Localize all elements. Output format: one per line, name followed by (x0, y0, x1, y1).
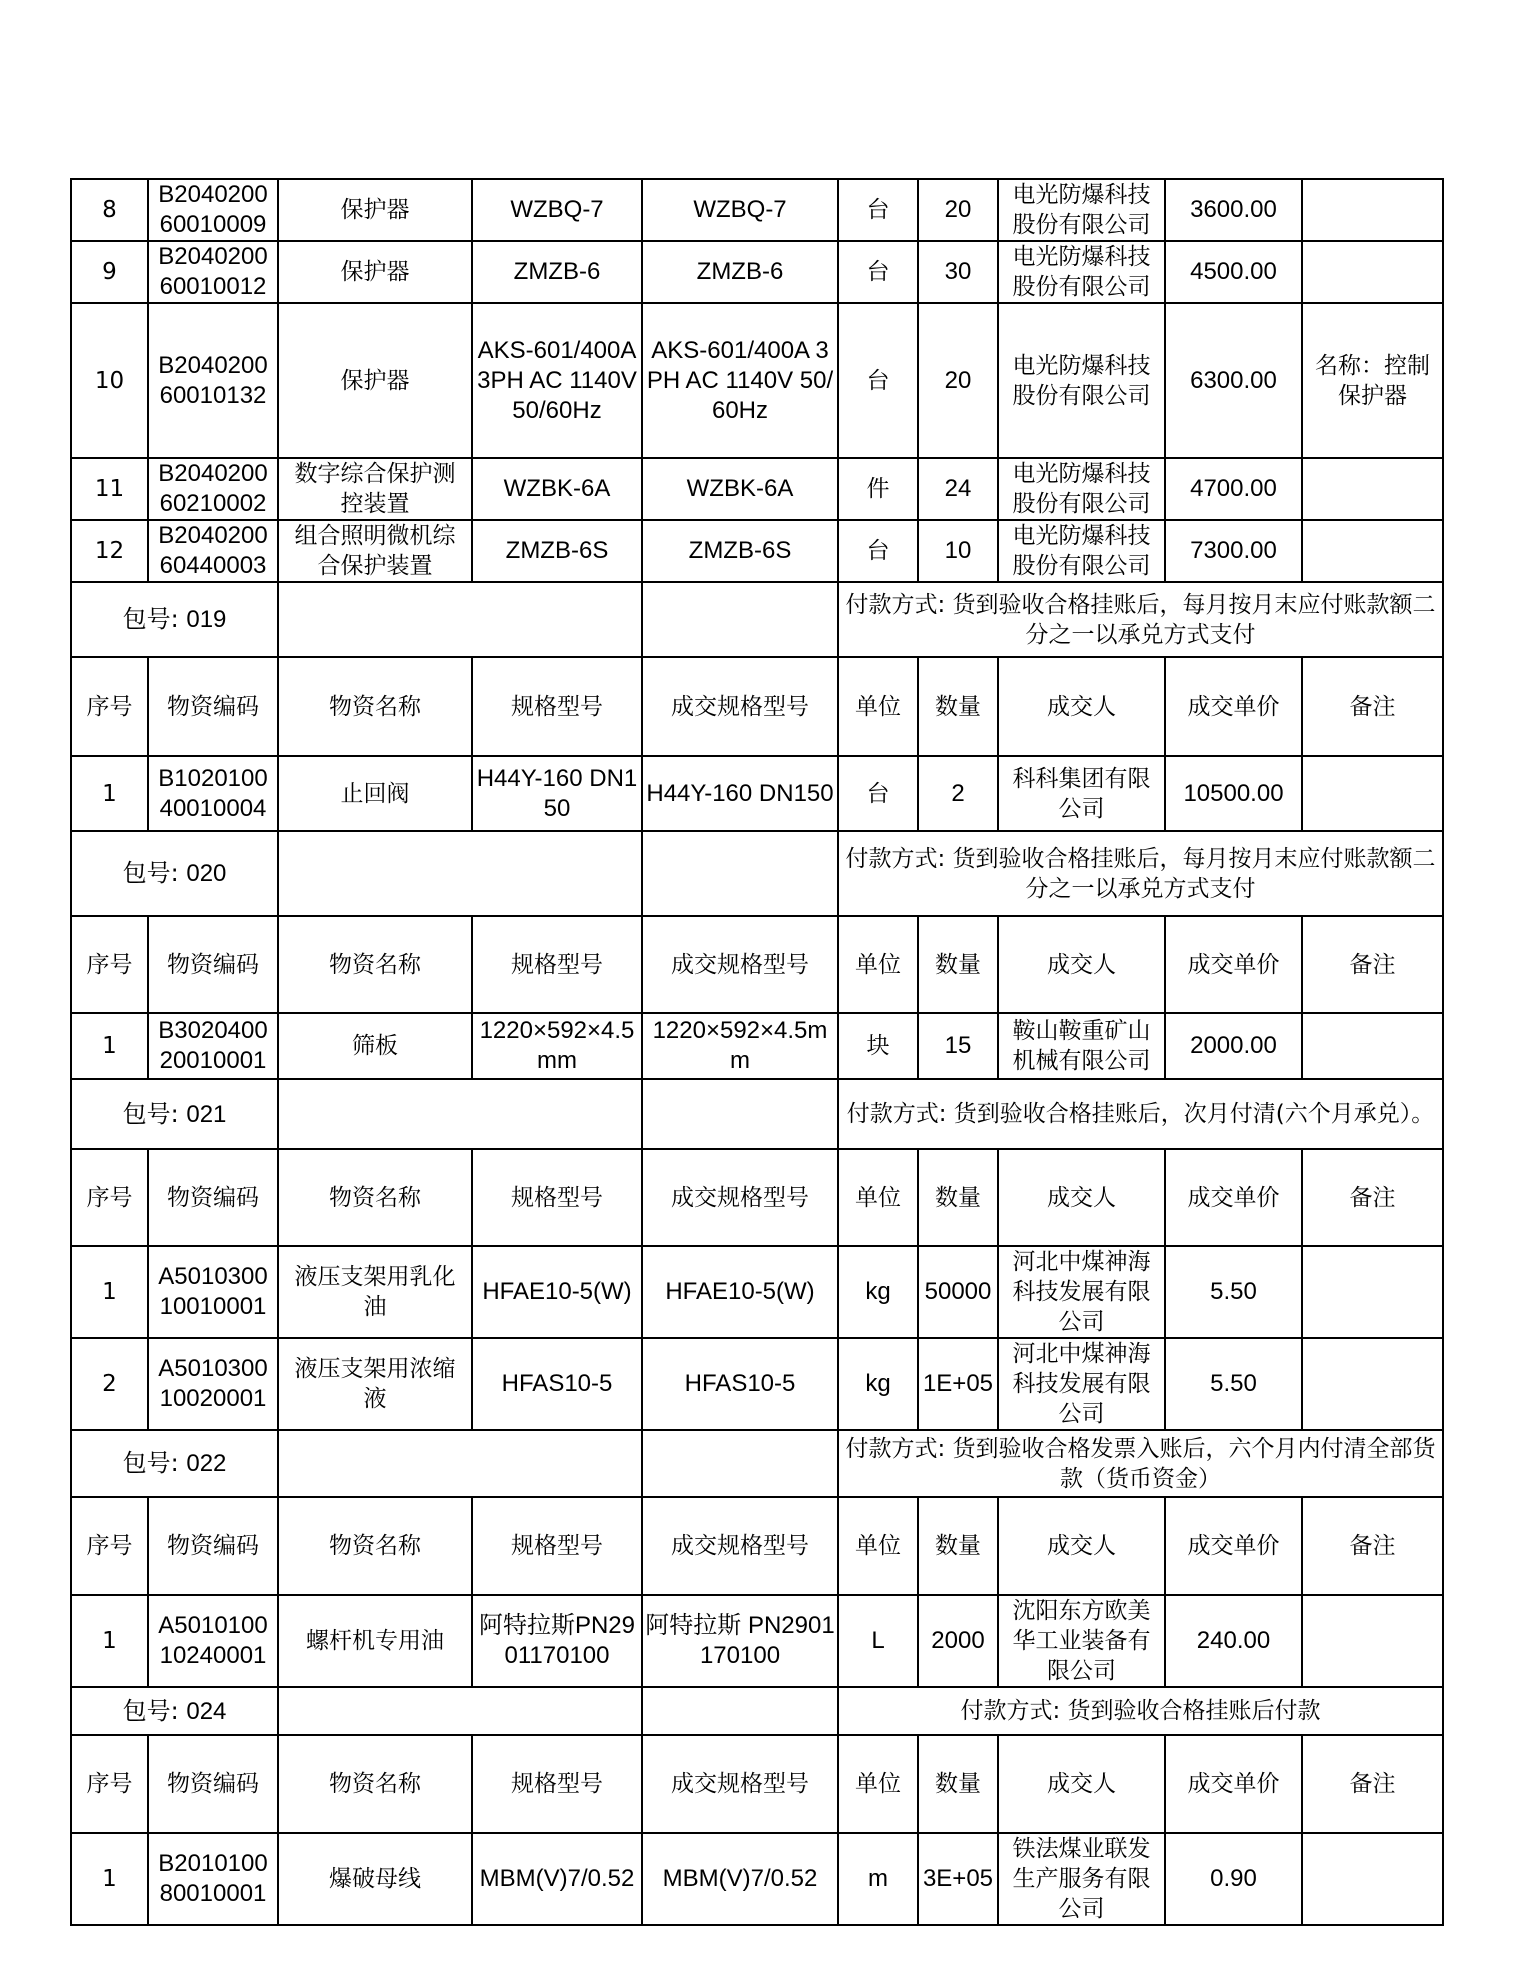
col-header-spec: 规格型号 (472, 1497, 642, 1595)
cell-deal-spec: WZBQ-7 (642, 179, 838, 241)
cell-note: 名称：控制保护器 (1302, 303, 1443, 458)
cell-no: 8 (71, 179, 148, 241)
table-row (71, 1833, 1443, 1925)
cell-deal-spec: AKS-601/400A 3PH AC 1140V 50/60Hz (642, 303, 838, 458)
col-header-note: 备注 (1302, 657, 1443, 756)
cell-qty: 1E+05 (918, 1338, 998, 1430)
cell-price: 0.90 (1165, 1833, 1302, 1925)
results-table-body (71, 179, 1443, 1925)
package-label: 包号: 020 (71, 831, 278, 916)
col-header-no: 序号 (71, 1735, 148, 1833)
cell-no: 1 (71, 1246, 148, 1338)
cell-vendor: 铁法煤业联发生产服务有限公司 (998, 1833, 1165, 1925)
package-blank (278, 1687, 642, 1735)
col-header-price: 成交单价 (1165, 1735, 1302, 1833)
package-blank (642, 1430, 838, 1497)
cell-unit: 块 (838, 1013, 918, 1079)
cell-vendor: 沈阳东方欧美华工业装备有限公司 (998, 1595, 1165, 1687)
col-header-spec: 规格型号 (472, 1735, 642, 1833)
cell-price: 10500.00 (1165, 756, 1302, 831)
cell-no: 10 (71, 303, 148, 458)
cell-no: 1 (71, 1595, 148, 1687)
col-header-vendor: 成交人 (998, 916, 1165, 1013)
package-blank (278, 831, 642, 916)
col-header-name: 物资名称 (278, 916, 472, 1013)
package-label: 包号: 021 (71, 1079, 278, 1149)
results-table (70, 178, 1444, 1926)
cell-unit: kg (838, 1338, 918, 1430)
cell-deal-spec: H44Y-160 DN150 (642, 756, 838, 831)
cell-name: 保护器 (278, 241, 472, 303)
col-header-deal-spec: 成交规格型号 (642, 1497, 838, 1595)
col-header-deal-spec: 成交规格型号 (642, 657, 838, 756)
cell-unit: 台 (838, 179, 918, 241)
table-row (71, 1013, 1443, 1079)
cell-price: 4500.00 (1165, 241, 1302, 303)
col-header-no: 序号 (71, 916, 148, 1013)
column-header-row (71, 1497, 1443, 1595)
col-header-vendor: 成交人 (998, 657, 1165, 756)
col-header-price: 成交单价 (1165, 657, 1302, 756)
col-header-unit: 单位 (838, 1735, 918, 1833)
package-row (71, 582, 1443, 657)
cell-spec: ZMZB-6 (472, 241, 642, 303)
col-header-deal-spec: 成交规格型号 (642, 1149, 838, 1246)
payment-terms: 付款方式: 货到验收合格挂账后，每月按月末应付账款额二分之一以承兑方式支付 (838, 831, 1443, 916)
cell-qty: 15 (918, 1013, 998, 1079)
cell-vendor: 电光防爆科技股份有限公司 (998, 303, 1165, 458)
cell-unit: 台 (838, 520, 918, 582)
col-header-note: 备注 (1302, 1735, 1443, 1833)
column-header-row (71, 916, 1443, 1013)
cell-note (1302, 1338, 1443, 1430)
col-header-no: 序号 (71, 1497, 148, 1595)
table-row (71, 179, 1443, 241)
cell-code: B1020100 40010004 (148, 756, 278, 831)
table-row (71, 241, 1443, 303)
cell-name: 数字综合保护测控装置 (278, 458, 472, 520)
cell-vendor: 电光防爆科技股份有限公司 (998, 241, 1165, 303)
cell-no: 9 (71, 241, 148, 303)
cell-code: A5010100 10240001 (148, 1595, 278, 1687)
cell-price: 3600.00 (1165, 179, 1302, 241)
package-blank (642, 1079, 838, 1149)
col-header-deal-spec: 成交规格型号 (642, 1735, 838, 1833)
cell-qty: 24 (918, 458, 998, 520)
payment-terms: 付款方式: 货到验收合格发票入账后，六个月内付清全部货款（货币资金） (838, 1430, 1443, 1497)
column-header-row (71, 657, 1443, 756)
col-header-no: 序号 (71, 657, 148, 756)
table-row (71, 458, 1443, 520)
cell-note (1302, 179, 1443, 241)
cell-name: 组合照明微机综合保护装置 (278, 520, 472, 582)
cell-spec: WZBQ-7 (472, 179, 642, 241)
cell-price: 240.00 (1165, 1595, 1302, 1687)
cell-spec: MBM(V)7/0.52 (472, 1833, 642, 1925)
payment-terms: 付款方式: 货到验收合格挂账后，每月按月末应付账款额二分之一以承兑方式支付 (838, 582, 1443, 657)
cell-no: 1 (71, 1013, 148, 1079)
cell-name: 螺杆机专用油 (278, 1595, 472, 1687)
cell-code: B2040200 60010132 (148, 303, 278, 458)
cell-price: 6300.00 (1165, 303, 1302, 458)
package-blank (278, 1430, 642, 1497)
cell-vendor: 鞍山鞍重矿山机械有限公司 (998, 1013, 1165, 1079)
cell-no: 1 (71, 756, 148, 831)
cell-qty: 20 (918, 303, 998, 458)
cell-vendor: 科科集团有限公司 (998, 756, 1165, 831)
col-header-price: 成交单价 (1165, 1149, 1302, 1246)
cell-name: 爆破母线 (278, 1833, 472, 1925)
cell-code: B2040200 60010009 (148, 179, 278, 241)
cell-note (1302, 1246, 1443, 1338)
cell-name: 止回阀 (278, 756, 472, 831)
col-header-code: 物资编码 (148, 916, 278, 1013)
cell-vendor: 河北中煤神海科技发展有限公司 (998, 1246, 1165, 1338)
cell-code: A5010300 10020001 (148, 1338, 278, 1430)
cell-spec: WZBK-6A (472, 458, 642, 520)
table-row (71, 1338, 1443, 1430)
col-header-qty: 数量 (918, 1149, 998, 1246)
col-header-spec: 规格型号 (472, 657, 642, 756)
col-header-vendor: 成交人 (998, 1497, 1165, 1595)
cell-unit: m (838, 1833, 918, 1925)
cell-price: 7300.00 (1165, 520, 1302, 582)
cell-qty: 30 (918, 241, 998, 303)
cell-unit: 台 (838, 241, 918, 303)
cell-spec: 阿特拉斯PN2901170100 (472, 1595, 642, 1687)
package-blank (642, 582, 838, 657)
package-label: 包号: 024 (71, 1687, 278, 1735)
cell-qty: 2000 (918, 1595, 998, 1687)
col-header-unit: 单位 (838, 1497, 918, 1595)
cell-name: 液压支架用乳化油 (278, 1246, 472, 1338)
col-header-unit: 单位 (838, 1149, 918, 1246)
cell-spec: HFAS10-5 (472, 1338, 642, 1430)
procurement-results-document (70, 178, 1442, 1926)
cell-note (1302, 458, 1443, 520)
col-header-deal-spec: 成交规格型号 (642, 916, 838, 1013)
col-header-unit: 单位 (838, 657, 918, 756)
col-header-qty: 数量 (918, 916, 998, 1013)
cell-note (1302, 1833, 1443, 1925)
col-header-unit: 单位 (838, 916, 918, 1013)
col-header-code: 物资编码 (148, 1497, 278, 1595)
cell-price: 5.50 (1165, 1338, 1302, 1430)
cell-unit: 件 (838, 458, 918, 520)
cell-name: 液压支架用浓缩液 (278, 1338, 472, 1430)
cell-deal-spec: HFAE10-5(W) (642, 1246, 838, 1338)
cell-price: 2000.00 (1165, 1013, 1302, 1079)
cell-unit: kg (838, 1246, 918, 1338)
package-row (71, 1687, 1443, 1735)
col-header-name: 物资名称 (278, 1735, 472, 1833)
table-row (71, 303, 1443, 458)
col-header-price: 成交单价 (1165, 916, 1302, 1013)
cell-qty: 50000 (918, 1246, 998, 1338)
cell-qty: 10 (918, 520, 998, 582)
package-label: 包号: 019 (71, 582, 278, 657)
cell-note (1302, 1595, 1443, 1687)
cell-vendor: 电光防爆科技股份有限公司 (998, 520, 1165, 582)
column-header-row (71, 1149, 1443, 1246)
cell-code: B2010100 80010001 (148, 1833, 278, 1925)
cell-spec: H44Y-160 DN150 (472, 756, 642, 831)
package-blank (278, 1079, 642, 1149)
cell-qty: 2 (918, 756, 998, 831)
col-header-vendor: 成交人 (998, 1735, 1165, 1833)
table-row (71, 1246, 1443, 1338)
cell-unit: 台 (838, 303, 918, 458)
package-label: 包号: 022 (71, 1430, 278, 1497)
col-header-price: 成交单价 (1165, 1497, 1302, 1595)
col-header-code: 物资编码 (148, 1149, 278, 1246)
col-header-code: 物资编码 (148, 1735, 278, 1833)
col-header-name: 物资名称 (278, 1497, 472, 1595)
col-header-no: 序号 (71, 1149, 148, 1246)
payment-terms: 付款方式: 货到验收合格挂账后，次月付清(六个月承兑）。 (838, 1079, 1443, 1149)
cell-unit: L (838, 1595, 918, 1687)
cell-vendor: 河北中煤神海科技发展有限公司 (998, 1338, 1165, 1430)
col-header-qty: 数量 (918, 657, 998, 756)
cell-code: A5010300 10010001 (148, 1246, 278, 1338)
cell-name: 筛板 (278, 1013, 472, 1079)
table-row (71, 1595, 1443, 1687)
cell-deal-spec: 阿特拉斯 PN2901170100 (642, 1595, 838, 1687)
package-blank (642, 1687, 838, 1735)
cell-vendor: 电光防爆科技股份有限公司 (998, 179, 1165, 241)
package-blank (278, 582, 642, 657)
cell-note (1302, 520, 1443, 582)
table-row (71, 756, 1443, 831)
col-header-name: 物资名称 (278, 1149, 472, 1246)
package-blank (642, 831, 838, 916)
cell-note (1302, 756, 1443, 831)
cell-no: 2 (71, 1338, 148, 1430)
col-header-note: 备注 (1302, 1149, 1443, 1246)
package-row (71, 1079, 1443, 1149)
cell-name: 保护器 (278, 179, 472, 241)
cell-deal-spec: ZMZB-6 (642, 241, 838, 303)
col-header-note: 备注 (1302, 1497, 1443, 1595)
cell-price: 4700.00 (1165, 458, 1302, 520)
cell-code: B2040200 60010012 (148, 241, 278, 303)
cell-spec: 1220×592×4.5mm (472, 1013, 642, 1079)
table-row (71, 520, 1443, 582)
cell-no: 11 (71, 458, 148, 520)
cell-no: 1 (71, 1833, 148, 1925)
cell-note (1302, 1013, 1443, 1079)
cell-name: 保护器 (278, 303, 472, 458)
cell-deal-spec: ZMZB-6S (642, 520, 838, 582)
col-header-vendor: 成交人 (998, 1149, 1165, 1246)
col-header-qty: 数量 (918, 1735, 998, 1833)
cell-code: B3020400 20010001 (148, 1013, 278, 1079)
cell-deal-spec: WZBK-6A (642, 458, 838, 520)
cell-spec: ZMZB-6S (472, 520, 642, 582)
cell-code: B2040200 60210002 (148, 458, 278, 520)
col-header-spec: 规格型号 (472, 1149, 642, 1246)
cell-unit: 台 (838, 756, 918, 831)
col-header-spec: 规格型号 (472, 916, 642, 1013)
col-header-qty: 数量 (918, 1497, 998, 1595)
cell-price: 5.50 (1165, 1246, 1302, 1338)
cell-deal-spec: 1220×592×4.5mm (642, 1013, 838, 1079)
column-header-row (71, 1735, 1443, 1833)
cell-deal-spec: MBM(V)7/0.52 (642, 1833, 838, 1925)
col-header-name: 物资名称 (278, 657, 472, 756)
cell-note (1302, 241, 1443, 303)
cell-spec: AKS-601/400A 3PH AC 1140V 50/60Hz (472, 303, 642, 458)
cell-vendor: 电光防爆科技股份有限公司 (998, 458, 1165, 520)
col-header-note: 备注 (1302, 916, 1443, 1013)
cell-qty: 3E+05 (918, 1833, 998, 1925)
package-row (71, 831, 1443, 916)
payment-terms: 付款方式: 货到验收合格挂账后付款 (838, 1687, 1443, 1735)
cell-deal-spec: HFAS10-5 (642, 1338, 838, 1430)
cell-qty: 20 (918, 179, 998, 241)
cell-code: B2040200 60440003 (148, 520, 278, 582)
col-header-code: 物资编码 (148, 657, 278, 756)
cell-no: 12 (71, 520, 148, 582)
cell-spec: HFAE10-5(W) (472, 1246, 642, 1338)
package-row (71, 1430, 1443, 1497)
